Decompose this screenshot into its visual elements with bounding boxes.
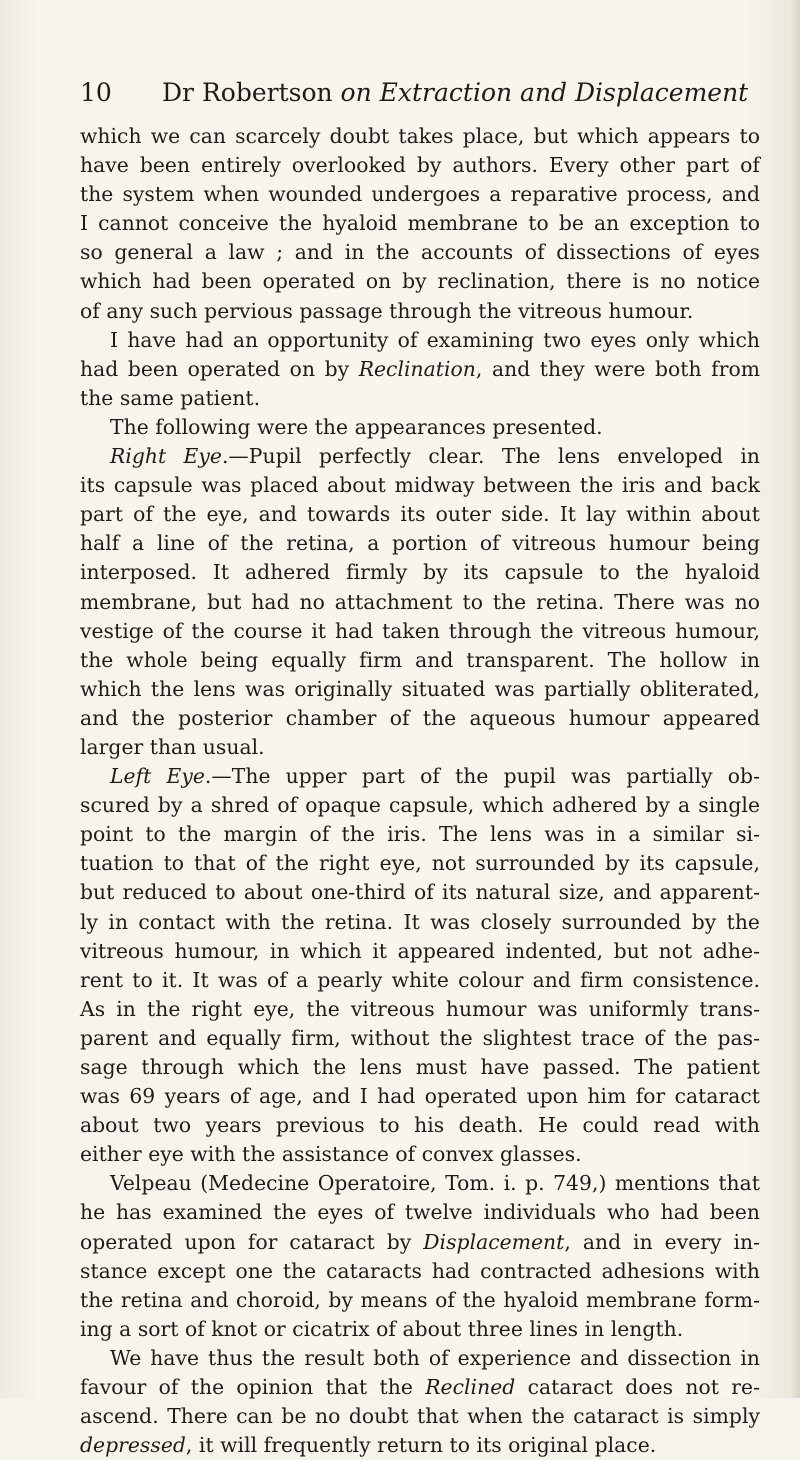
running-head xyxy=(80,76,760,110)
text-segment: The following were the appearances presented. xyxy=(110,414,603,439)
text-segment: membrane, but had no attachment to the retina. There was no xyxy=(80,589,760,614)
text-segment: had been operated on by xyxy=(80,356,359,381)
text-segment: which had been operated on by reclination, there is no notice xyxy=(80,269,760,294)
text-segment: interposed. It adhered firmly by its capsule to the hyaloid xyxy=(80,560,760,585)
text-line xyxy=(80,995,760,1024)
text-segment: half a line of the retina, a portion of vitreous humour being xyxy=(80,531,760,556)
text-segment: of any such pervious passage through the vitreous humour. xyxy=(80,298,694,323)
text-line xyxy=(80,442,760,471)
text-line xyxy=(80,820,760,849)
text-line xyxy=(80,1111,760,1140)
text-line xyxy=(80,849,760,878)
text-segment: was 69 years of age, and I had operated upon him for cataract xyxy=(80,1084,760,1109)
text-segment: Velpeau (Medecine Operatoire, Tom. i. p. 749,) mentions that xyxy=(110,1171,760,1196)
text-segment: We have thus the result both of experience and dissection in xyxy=(110,1345,760,1370)
text-line xyxy=(80,529,760,558)
text-line xyxy=(80,413,760,442)
text-line xyxy=(80,1286,760,1315)
text-segment: so general a law ; and in the accounts of dissections of eyes xyxy=(80,240,760,265)
text-segment: I have had an opportunity of examining two eyes only which xyxy=(110,327,760,352)
text-segment: tuation to that of the right eye, not surrounded by its capsule, xyxy=(80,851,760,876)
italic-text-segment: Right Eye xyxy=(110,444,222,469)
text-segment: ascend. There can be no doubt that when the cataract is simply xyxy=(80,1404,760,1429)
text-segment: , it will frequently return to its original place. xyxy=(185,1433,657,1458)
italic-text-segment: Reclination xyxy=(358,356,476,381)
text-line xyxy=(80,1402,760,1431)
text-line xyxy=(80,326,760,355)
text-line xyxy=(80,1198,760,1227)
text-line xyxy=(80,646,760,675)
text-line xyxy=(80,1344,760,1373)
text-segment: sage through which the lens must have passed. The patient xyxy=(80,1055,760,1079)
text-segment: about two years previous to his death. He could read with xyxy=(80,1113,760,1138)
text-segment: vestige of the course it had taken through the vitreous humour, xyxy=(80,618,760,643)
text-segment: larger than usual. xyxy=(80,734,265,759)
text-segment: .—The upper part of the pupil was partially ob- xyxy=(204,764,760,789)
text-line xyxy=(80,267,760,296)
text-line xyxy=(80,558,760,587)
text-line xyxy=(80,878,760,907)
text-line xyxy=(80,297,760,326)
text-line xyxy=(80,471,760,500)
text-segment: scured by a shred of opaque capsule, which adhered by a single xyxy=(80,793,760,818)
text-line xyxy=(80,180,760,209)
text-segment: operated upon for cataract by xyxy=(80,1229,424,1254)
text-line xyxy=(80,675,760,704)
text-segment: which the lens was originally situated was partially obliterated, xyxy=(80,676,760,701)
text-line xyxy=(80,588,760,617)
text-segment: As in the right eye, the vitreous humour was uniformly trans- xyxy=(80,996,760,1021)
text-segment: either eye with the assistance of convex glasses. xyxy=(80,1142,582,1167)
text-segment: rent to it. It was of a pearly white colour and firm consistence. xyxy=(80,967,760,992)
text-line xyxy=(80,209,760,238)
text-line xyxy=(80,908,760,937)
text-line xyxy=(80,1082,760,1111)
running-head-connector: on xyxy=(340,78,372,107)
text-line xyxy=(80,1053,760,1082)
text-line xyxy=(80,791,760,820)
text-line xyxy=(80,937,760,966)
text-line xyxy=(80,355,760,384)
text-segment: cataract does not re- xyxy=(515,1375,760,1400)
text-segment: .—Pupil perfectly clear. The lens enveloped in xyxy=(221,444,760,469)
text-segment: ly in contact with the retina. It was closely surrounded by the xyxy=(80,909,760,934)
text-segment: the system when wounded undergoes a reparative process, and xyxy=(80,182,760,207)
italic-text-segment: Reclined xyxy=(425,1375,516,1400)
running-head-author: Dr Robertson xyxy=(162,78,333,107)
text-segment: the whole being equally firm and transparent. The hollow in xyxy=(80,647,760,672)
text-segment: I cannot conceive the hyaloid membrane to be an exception to xyxy=(80,211,760,236)
text-line xyxy=(80,384,760,413)
text-line xyxy=(80,151,760,180)
text-segment: stance except one the cataracts had contracted adhesions with xyxy=(80,1258,760,1283)
text-segment: vitreous humour, in which it appeared indented, but not adhe- xyxy=(80,938,760,963)
text-line xyxy=(80,500,760,529)
body-text xyxy=(80,122,760,1460)
text-line xyxy=(80,1315,760,1344)
text-segment: ing a sort of knot or cicatrix of about three lines in length. xyxy=(80,1316,684,1341)
text-line xyxy=(80,1431,760,1460)
italic-text-segment: Displacement xyxy=(423,1229,565,1254)
text-line xyxy=(80,966,760,995)
text-segment: he has examined the eyes of twelve individuals who had been xyxy=(80,1200,760,1225)
text-segment: the retina and choroid, by means of the hyaloid membrane form- xyxy=(80,1287,760,1312)
text-line xyxy=(80,238,760,267)
running-head-title xyxy=(162,76,748,110)
text-line xyxy=(80,762,760,791)
text-line xyxy=(80,1140,760,1169)
running-head-subject: Extraction and Displacement xyxy=(379,78,749,107)
text-line xyxy=(80,617,760,646)
text-line xyxy=(80,704,760,733)
text-segment: have been entirely overlooked by authors. Every other part of xyxy=(80,153,760,178)
text-segment: which we can scarcely doubt takes place, but which appears to xyxy=(80,124,760,148)
text-line xyxy=(80,122,760,151)
text-segment: point to the margin of the iris. The lens was in a similar si- xyxy=(80,822,760,847)
italic-text-segment: Left Eye xyxy=(110,764,205,789)
text-segment: and the posterior chamber of the aqueous humour appeared xyxy=(80,705,760,730)
text-segment: part of the eye, and towards its outer side. It lay within about xyxy=(80,502,760,527)
text-line xyxy=(80,1024,760,1053)
text-segment: , and they were both from xyxy=(475,356,760,381)
text-line xyxy=(80,1257,760,1286)
text-segment: but reduced to about one-third of its natural size, and apparent- xyxy=(80,880,760,905)
italic-text-segment: depressed xyxy=(80,1433,186,1458)
text-line xyxy=(80,1228,760,1257)
text-segment: , and in every in- xyxy=(564,1229,760,1254)
text-line xyxy=(80,1169,760,1198)
text-segment: its capsule was placed about midway between the iris and back xyxy=(80,473,760,498)
text-segment: parent and equally firm, without the slightest trace of the pas- xyxy=(80,1025,760,1050)
text-segment: favour of the opinion that the xyxy=(80,1375,426,1400)
page-number: 10 xyxy=(80,78,112,107)
text-line xyxy=(80,733,760,762)
text-segment: the same patient. xyxy=(80,385,261,410)
